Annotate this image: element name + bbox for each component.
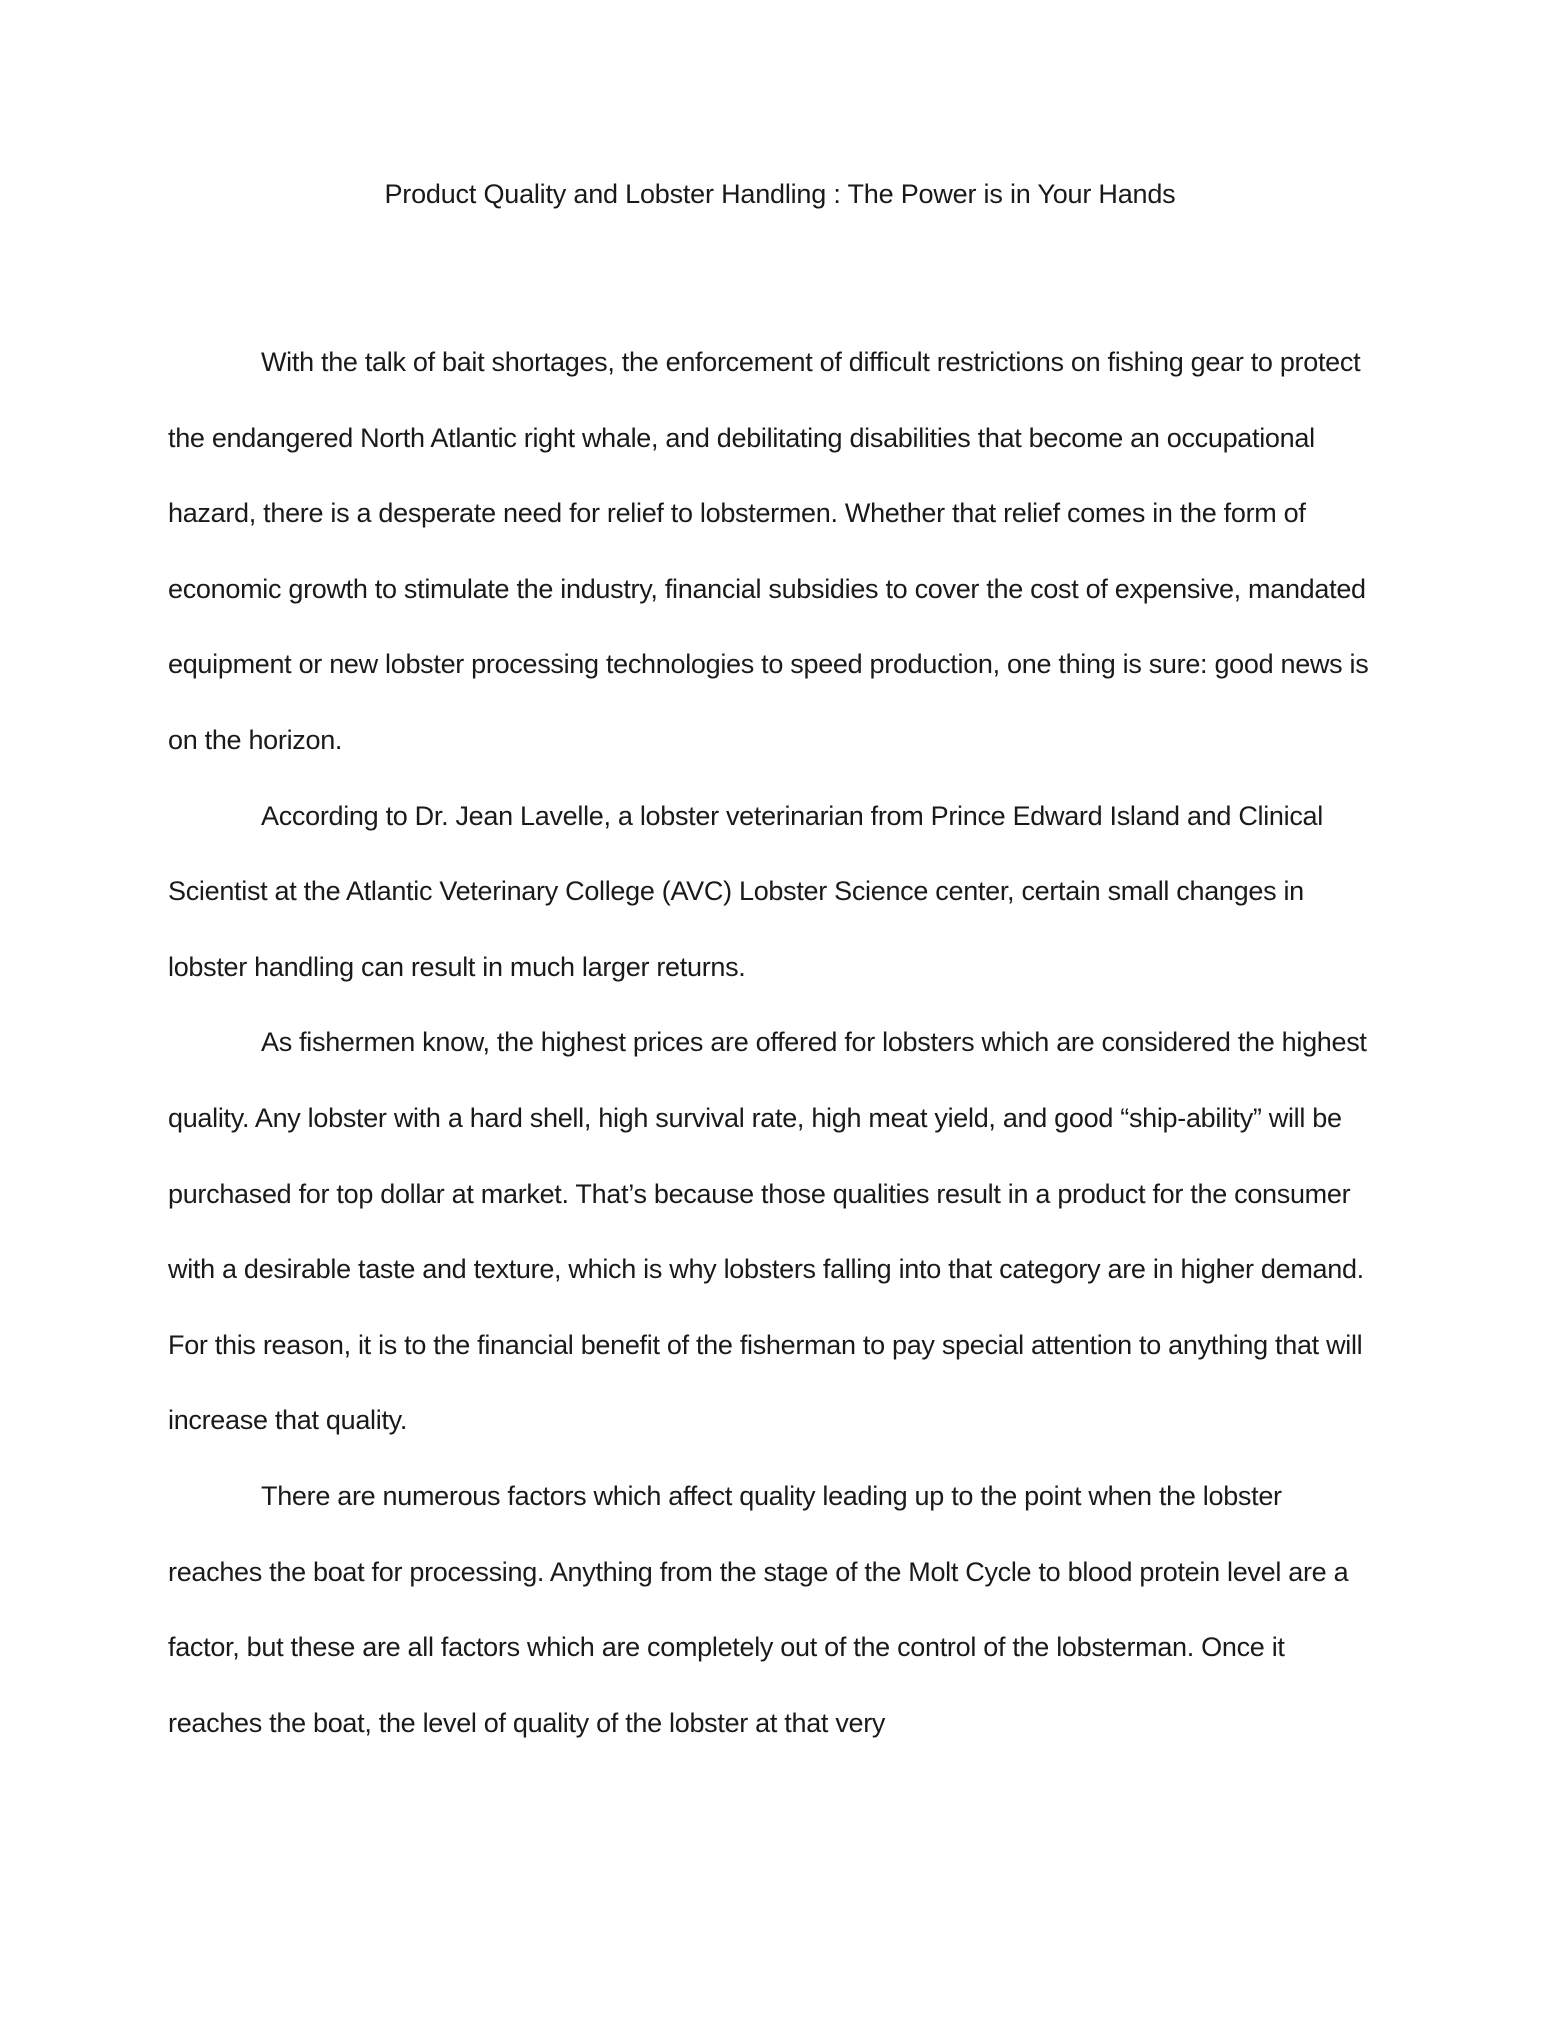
document-body	[168, 325, 1378, 1761]
paragraph-quality-factors: There are numerous factors which affect quality leading up to the point when the lobster reaches the boat for processing. Anything from the stage of the Molt Cycle to blood protein level are a factor, but these are all factors which are completely out of the control of the lobsterman. Once it reaches the boat, the level of quality of the lobster at that very	[168, 1480, 1349, 1738]
paragraph-dr-lavelle: According to Dr. Jean Lavelle, a lobster veterinarian from Prince Edward Island and Clinical Scientist at the Atlantic Veterinary College (AVC) Lobster Science center, certain small changes in lobster handling can result in much larger returns.	[168, 800, 1323, 982]
document-title: Product Quality and Lobster Handling : The Power is in Your Hands	[384, 179, 1176, 209]
paragraph-highest-quality: As fishermen know, the highest prices are offered for lobsters which are considered the highest quality. Any lobster with a hard shell, high survival rate, high meat yield, and good “ship-ability” will be purchased for top dollar at market. That’s because those qualities result in a product for the consumer with a desirable taste and texture, which is why lobsters falling into that category are in higher demand. For this reason, it is to the financial benefit of the fisherman to pay special attention to anything that will increase that quality.	[168, 1027, 1367, 1436]
paragraph-bait-shortages: With the talk of bait shortages, the enforcement of difficult restrictions on fishing gear to protect the endangered North Atlantic right whale, and debilitating disabilities that become an occupational hazard, there is a desperate need for relief to lobstermen. Whether that relief comes in the form of economic growth to stimulate the industry, financial subsidies to cover the cost of expensive, mandated equipment or new lobster processing technologies to speed production, one thing is sure: good news is on the horizon.	[168, 347, 1369, 755]
